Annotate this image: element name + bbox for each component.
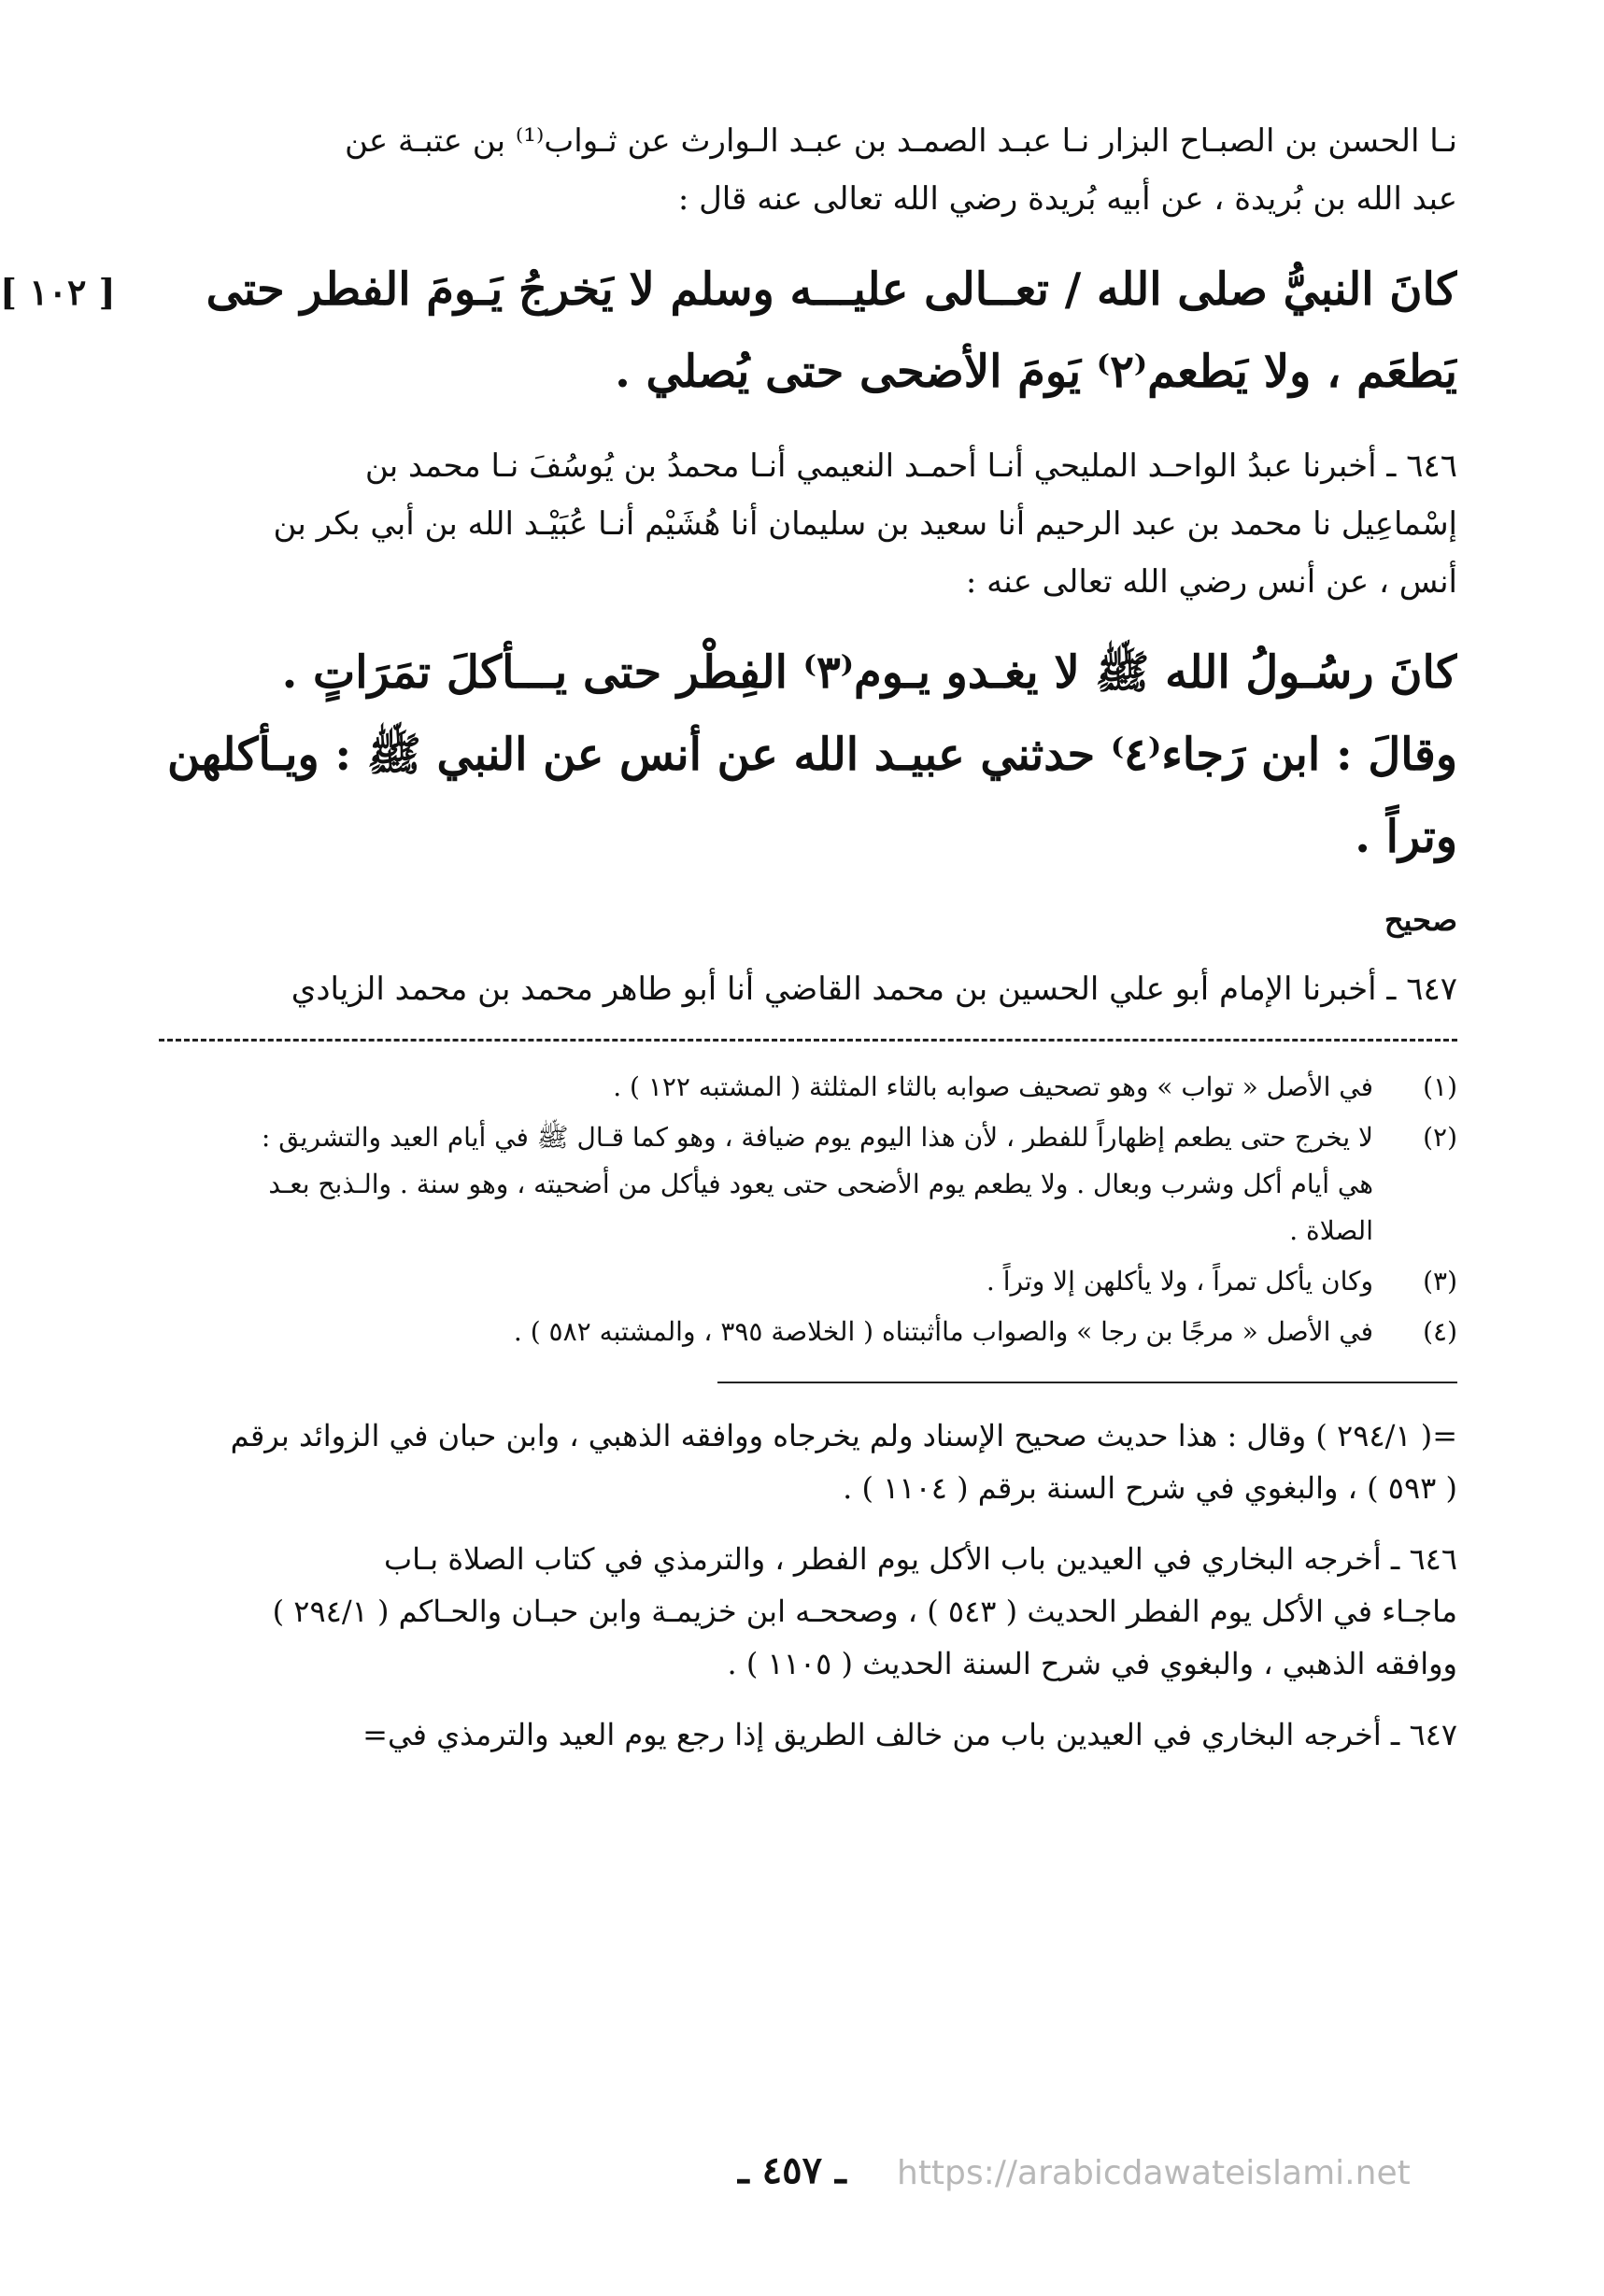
chain-646 (159, 437, 1457, 611)
footnote-number: (٢) (1423, 1122, 1457, 1153)
text-line: عبد الله بن بُريدة ، عن أبيه بُريدة رضي الله تعالى عنه قال : (677, 180, 1457, 218)
hadith-line: كانَ النبيُّ صلى الله / تعــالى عليـــه وسلم لا يَخرجُ يَـومَ الفطر حتى (206, 263, 1457, 316)
text-line: إسْماعِيل نا محمد بن عبد الرحيم أنا سعيد بن سليمان أنا هُشَيْم أنـا عُبَيْـد الله بن أبي بكر بن (273, 505, 1457, 543)
hadith-645 (0, 248, 1457, 413)
footnote-line: في الأصل « تواب » وهو تصحيف صوابه بالثاء المثلثة ( المشتبه ١٢٢ ) . (613, 1071, 1373, 1102)
footnote-number: (١) (1423, 1071, 1457, 1102)
text-line: نـا الحسن بن الصبـاح البزار نـا عبـد الصمـد بن عبـد الـوارث عن ثـواب⁽¹⁾ بن عتبـة عن (345, 122, 1457, 160)
commentary-line: ماجـاء في الأكل يوم الفطر الحديث ( ٥٤٣ ) ، وصححـه ابن خزيمـة وابن حبـان والحـاكم ( ٢٩٤/١ ) (272, 1594, 1457, 1629)
commentary-block (159, 1410, 1457, 1514)
commentary-line: ٦٤٧ ـ أخرجه البخاري في العيدين باب من خالف الطريق إذا رجع يوم العيد والترمذي في= (362, 1717, 1457, 1752)
footnote-separator (159, 1039, 1457, 1042)
commentary-separator (717, 1382, 1457, 1383)
document-page (0, 112, 1457, 1779)
hadith-line: وتراً . (1355, 811, 1457, 863)
page-number: ـ ٤٥٧ ـ (738, 2148, 846, 2192)
footnote (159, 1064, 1457, 1111)
hadith-line: كانَ رسُـولُ الله ﷺ لا يغـدو يـوم⁽٣⁾ الفِطْر حتى يـــأكلَ تمَرَاتٍ . (281, 646, 1457, 699)
text-line: ٦٤٧ ـ أخبرنا الإمام أبو علي الحسين بن محمد القاضي أنا أبو طاهر محمد بن محمد الزيادي (291, 971, 1457, 1008)
commentary-line: ٦٤٦ ـ أخرجه البخاري في العيدين باب الأكل يوم الفطر ، والترمذي في كتاب الصلاة بـاب (384, 1541, 1457, 1577)
footnotes (159, 1064, 1457, 1355)
commentary-block (159, 1708, 1457, 1761)
footnote-line: هي أيام أكل وشرب وبعال . ولا يطعم يوم الأضحى حتى يعود فيأكل من أضحيته ، وهو سنة . والـذبح بعـد (268, 1169, 1373, 1199)
commentary-line: =( ٢٩٤/١ ) وقال : هذا حديث صحيح الإسناد ولم يخرجاه ووافقه الذهبي ، وابن حبان في الزوائد برقم (230, 1418, 1457, 1453)
hadith-line: وقالَ : ابن رَجاء⁽٤⁾ حدثني عبيـد الله عن أنس عن النبي ﷺ : ويـأكلهن (167, 729, 1457, 781)
hadith-line: يَطعَم ، ولا يَطعم⁽٢⁾ يَومَ الأضحى حتى يُصلي . (615, 346, 1457, 398)
footnote-line: لا يخرج حتى يطعم إظهاراً للفطر ، لأن هذا اليوم يوم ضيافة ، وهو كما قـال ﷺ في أيام العيد والتشريق : (261, 1122, 1373, 1153)
footnote-number: (٣) (1423, 1266, 1457, 1297)
footnote-number: (٤) (1423, 1316, 1457, 1347)
commentary-block (159, 1533, 1457, 1690)
text-line: أنس ، عن أنس رضي الله تعالى عنه : (965, 563, 1457, 601)
commentary-line: ووافقه الذهبي ، والبغوي في شرح السنة الحديث ( ١١٠٥ ) . (727, 1646, 1457, 1681)
hadith-646 (159, 631, 1457, 878)
text-line: ٦٤٦ ـ أخبرنا عبدُ الواحـد المليحي أنـا أحمـد النعيمي أنـا محمدُ بن يُوسُفَ نـا محمد بن (364, 447, 1457, 485)
footnote-line: الصلاة . (1289, 1215, 1373, 1246)
footnote-line: في الأصل « مرجًا بن رجا » والصواب ماأثبتناه ( الخلاصة ٣٩٥ ، والمشتبه ٥٨٢ ) . (513, 1316, 1373, 1347)
commentary-line: ( ٥٩٣ ) ، والبغوي في شرح السنة برقم ( ١١٠٤ ) . (843, 1470, 1457, 1506)
chain-intro (159, 112, 1457, 228)
footnote (159, 1258, 1457, 1305)
footnote-line: وكان يأكل تمراً ، ولا يأكلهن إلا وتراً . (986, 1266, 1373, 1297)
watermark-url: https://arabicdawateislami.net (897, 2154, 1411, 2192)
page-marker: [ ١٠٢ ] (0, 271, 116, 313)
footnote (159, 1114, 1457, 1254)
chain-647 (159, 960, 1457, 1018)
footnote (159, 1309, 1457, 1355)
grade-label: صحيح (1384, 902, 1457, 938)
